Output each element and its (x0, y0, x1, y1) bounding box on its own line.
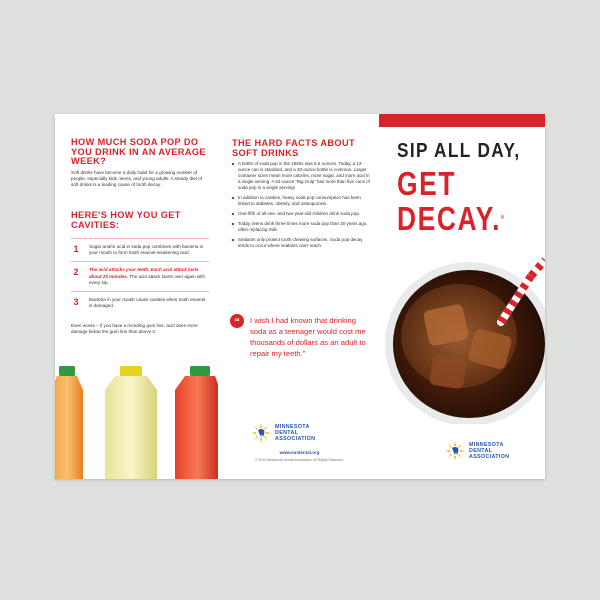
list-item: In addition to cavities, heavy soda pop consumption has been linked to diabetes, obesity, and osteoporosis. (232, 195, 372, 207)
website-link[interactable]: www.mndental.org (279, 450, 320, 455)
gum-line-note: Even worse – if you have a receding gum line, acid does more damage below the gum line than above it. (71, 323, 198, 335)
yellow-bottle (105, 366, 157, 479)
intro-text: Soft drinks have become a daily habit for a growing number of people, especially kids, teens, and young adults. A steady diet of soft drinks is a leading cause of tooth decay. (71, 170, 203, 188)
copyright: © 2014 Minnesota Dental Association. All Rights Reserved. (255, 458, 344, 462)
logo-line: DENTAL (469, 447, 493, 454)
list-item: One-fifth of all one- and two-year-old children drink soda pop. (232, 211, 372, 217)
step-3 (71, 297, 209, 309)
headline-get: GET (397, 165, 457, 202)
step-text-rest: The acid attack starts over again with every sip. (89, 273, 206, 285)
divider (71, 291, 209, 292)
heading-hard-facts: THE HARD FACTS ABOUT SOFT DRINKS (232, 138, 356, 158)
step-2 (71, 267, 209, 286)
step-text: Sugar and/or acid in soda pop combines with bacteria in your mouth to form tooth enamel-weakening acid. (89, 244, 204, 256)
facts-list (232, 161, 372, 253)
headline-decay: DECAY. (397, 200, 501, 237)
sun-tooth-icon (250, 422, 272, 444)
divider (71, 238, 209, 239)
logo-line: ASSOCIATION (275, 435, 316, 442)
list-item: A bottle of soda pop in the 1950s was 6.5 ounces. Today, a 12-ounce can is standard, and a 20-ounce bottle is common. Larger container sizes mean more calories, more sugar, and more acid in a single serving. A 64-ounce “Big Gulp” has more than five cans of soda pop in a single serving! (232, 161, 372, 191)
step-number: 3 (73, 297, 79, 308)
step-text (89, 267, 209, 286)
soda-glass-image (381, 252, 545, 424)
logo-line: ASSOCIATION (469, 453, 510, 460)
logo-line: MINNESOTA (469, 442, 504, 448)
logo-line: MINNESOTA (275, 424, 310, 430)
headline-sip: SIP ALL DAY, (397, 140, 521, 162)
mda-logo-small (250, 422, 360, 444)
cavity-steps (71, 238, 209, 309)
heading-soda-week: HOW MUCH SODA POP DO YOU DRINK IN AN AVERAGE WEEK? (71, 137, 206, 167)
step-emphasis: The acid attacks your teeth. Each acid attack lasts about 20 minutes. (89, 267, 199, 279)
list-item: Today, teens drink three times more soda pop than 20 years ago, often replacing milk. (232, 221, 372, 233)
step-1 (71, 244, 209, 256)
soda-bottles-image (55, 364, 218, 479)
testimonial-quote: I wish I had known that drinking soda as a teenager would cost me thousands of dollars as an adult to repair my teeth.” (250, 316, 366, 358)
brochure (55, 114, 545, 479)
red-bottle (175, 366, 218, 479)
panel-middle (218, 114, 381, 479)
panel-left (55, 114, 218, 479)
logo-wordmark (469, 443, 509, 460)
sun-tooth-icon (444, 440, 466, 462)
divider (71, 261, 209, 262)
registered-mark: ® (501, 215, 506, 221)
step-number: 1 (73, 244, 79, 254)
list-item: Sealants only protect tooth chewing surfaces. Soda pop decay tends to occur where sealants can't reach. (232, 237, 372, 249)
logo-wordmark (275, 425, 315, 442)
orange-bottle (55, 366, 83, 479)
step-number: 2 (73, 267, 79, 278)
headline-get-decay (397, 166, 525, 236)
step-text: Bacteria in your mouth cause cavities when tooth enamel is damaged. (89, 297, 206, 309)
heading-cavities: HERE'S HOW YOU GET CAVITIES: (71, 210, 181, 230)
quote-icon: “ (230, 314, 244, 328)
logo-line: DENTAL (275, 429, 299, 436)
mda-logo-large (444, 440, 544, 462)
